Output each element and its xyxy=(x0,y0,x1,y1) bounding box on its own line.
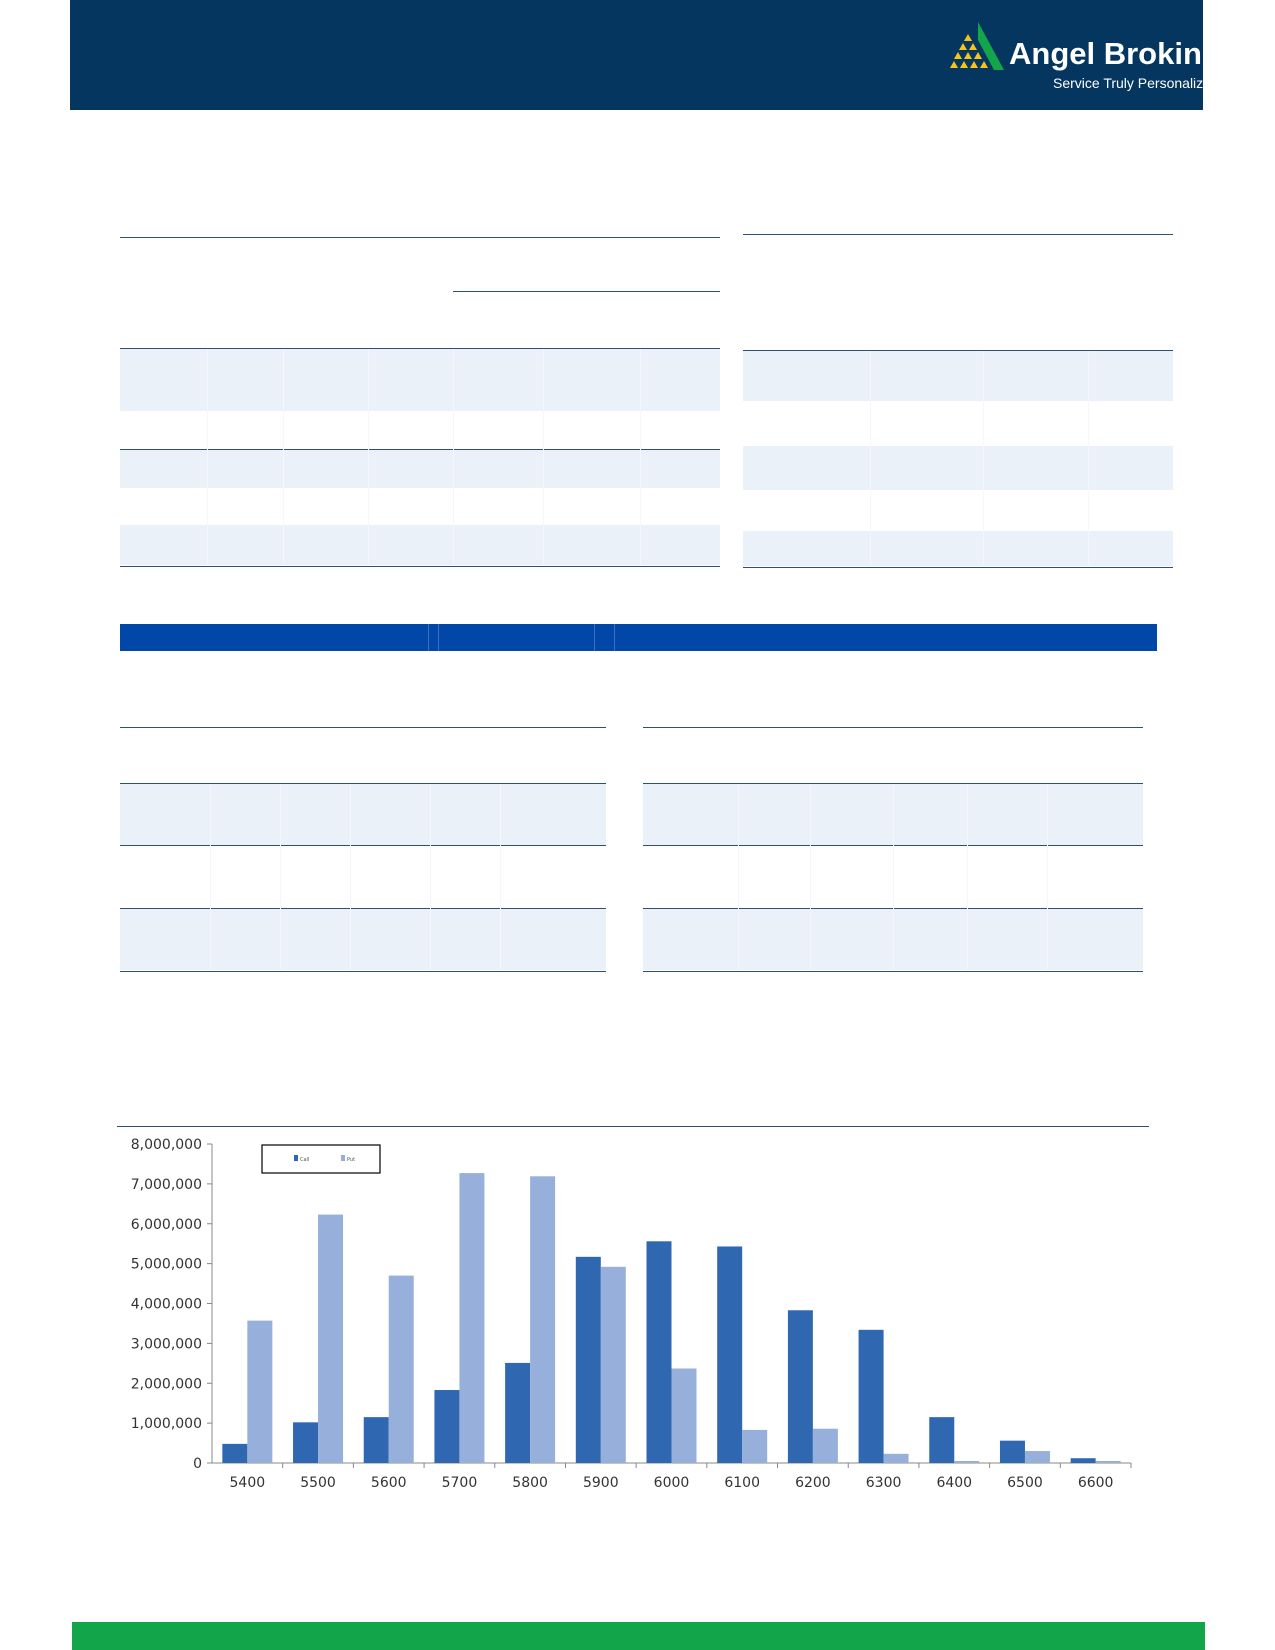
bar-call-6200 xyxy=(788,1310,813,1463)
bar-call-5700 xyxy=(434,1390,459,1463)
y-tick-label: 3,000,000 xyxy=(130,1336,202,1353)
y-tick-label: 5,000,000 xyxy=(130,1256,202,1273)
bar-call-5600 xyxy=(364,1417,389,1463)
x-tick-label: 5800 xyxy=(512,1475,548,1491)
bar-put-6400 xyxy=(954,1461,979,1463)
bar-put-6300 xyxy=(884,1454,909,1463)
y-tick-label: 7,000,000 xyxy=(130,1176,202,1193)
x-tick-label: 5700 xyxy=(441,1475,478,1491)
bar-call-5900 xyxy=(576,1257,601,1463)
x-tick-label: 6300 xyxy=(865,1475,902,1491)
x-tick-label: 5500 xyxy=(300,1475,336,1491)
legend-box xyxy=(262,1145,380,1173)
y-tick-label: 6,000,000 xyxy=(130,1216,202,1233)
bar-put-6100 xyxy=(742,1430,767,1463)
legend-swatch-put xyxy=(341,1155,345,1161)
bar-put-5400 xyxy=(247,1321,272,1463)
page-footer-bar xyxy=(72,1622,1205,1650)
x-tick-label: 5900 xyxy=(582,1475,619,1491)
bar-call-6600 xyxy=(1071,1458,1096,1463)
bar-put-5900 xyxy=(601,1267,626,1463)
legend-swatch-call xyxy=(294,1155,298,1161)
x-tick-label: 6500 xyxy=(1007,1475,1043,1491)
y-tick-label: 1,000,000 xyxy=(130,1416,202,1433)
bar-call-6100 xyxy=(717,1246,742,1463)
bar-put-5700 xyxy=(459,1173,484,1463)
x-tick-label: 6100 xyxy=(724,1475,761,1491)
bar-call-6300 xyxy=(859,1330,884,1463)
bar-call-6000 xyxy=(647,1241,672,1463)
bar-put-6600 xyxy=(1096,1461,1121,1463)
bar-put-6000 xyxy=(672,1368,697,1463)
y-tick-label: 8,000,000 xyxy=(130,1137,202,1153)
y-tick-label: 4,000,000 xyxy=(130,1296,202,1313)
brand-name-text: Angel Broking xyxy=(1009,36,1221,71)
bar-put-5500 xyxy=(318,1215,343,1463)
x-tick-label: 5400 xyxy=(229,1475,266,1491)
legend-label-call: Call xyxy=(300,1157,310,1163)
brand-tagline: Service Truly Personalized xyxy=(1053,75,1219,91)
x-tick-label: 5600 xyxy=(370,1475,407,1491)
bar-put-5600 xyxy=(389,1276,414,1463)
x-tick-label: 6600 xyxy=(1077,1475,1114,1491)
bar-call-6500 xyxy=(1000,1441,1025,1463)
legend-label-put: Put xyxy=(347,1157,356,1163)
bar-call-6400 xyxy=(929,1417,954,1463)
bar-put-5800 xyxy=(530,1176,555,1463)
x-tick-label: 6000 xyxy=(653,1475,690,1491)
bar-call-5800 xyxy=(505,1363,530,1463)
x-tick-label: 6200 xyxy=(795,1475,831,1491)
bar-put-6500 xyxy=(1025,1451,1050,1463)
bar-put-6200 xyxy=(813,1429,838,1463)
trademark-mark: TM xyxy=(1220,33,1234,43)
x-tick-label: 6400 xyxy=(936,1475,973,1491)
y-tick-label: 0 xyxy=(193,1456,202,1472)
bar-call-5500 xyxy=(293,1422,318,1463)
y-tick-label: 2,000,000 xyxy=(130,1376,202,1393)
bar-call-5400 xyxy=(222,1444,247,1463)
